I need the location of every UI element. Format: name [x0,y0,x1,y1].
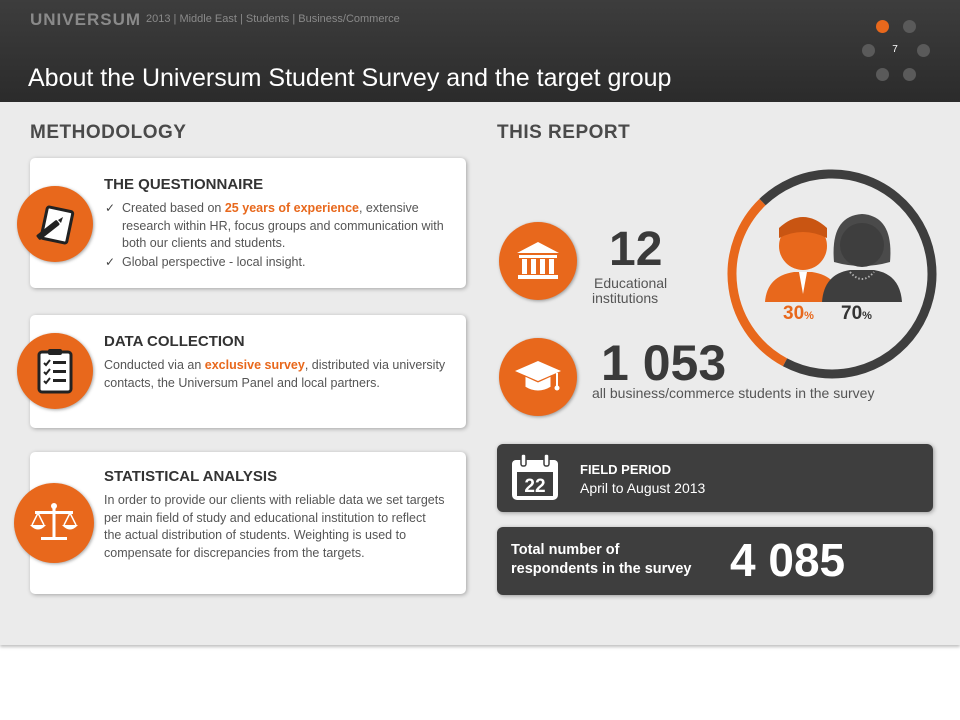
checklist-icon [17,333,93,409]
calendar-icon [509,452,561,504]
methodology-heading: METHODOLOGY [30,122,187,143]
scales-icon [14,483,94,563]
data-collection-title: DATA COLLECTION [104,333,245,350]
header-bar [0,0,960,102]
male-percentage: 30% [783,303,814,324]
total-respondents-card [497,527,933,595]
field-period-title: FIELD PERIOD [580,462,672,477]
field-period-card [497,444,933,512]
page-number: 7 [892,44,898,55]
statistical-analysis-title: STATISTICAL ANALYSIS [104,468,278,485]
questionnaire-bullet: ✓ Global perspective - local insight. [104,254,446,272]
total-respondents-value: 4 085 [730,534,846,586]
institutions-label: Educational institutions [592,275,668,306]
data-collection-card [30,315,466,428]
questionnaire-text [104,200,446,272]
page-indicator-dot [903,68,916,81]
students-count: 1 053 [601,335,727,391]
page-title: About the Universum Student Survey and the target group [28,64,672,92]
questionnaire-card [30,158,466,288]
statistical-analysis-card [30,452,466,594]
universum-logo: UNIVERSUM [30,10,142,29]
page-indicator-dot [876,68,889,81]
questionnaire-title: THE QUESTIONNAIRE [104,176,264,193]
field-period-value: April to August 2013 [580,480,706,496]
gender-donut-chart [724,166,940,382]
header-subtitle: 2013 | Middle East | Students | Business/Commerce [146,13,400,25]
students-label: all business/commerce students in the survey [592,385,875,401]
statistical-analysis-text: In order to provide our clients with reliable data we set targets per main field of study and educational institution to reflect the actual distribution of students. Weighting is used to compensate for discrepancies from the targets. [104,493,445,560]
page-indicator-dot [917,44,930,57]
institutions-count: 12 [609,223,663,276]
data-collection-text: Conducted via an exclusive survey, distributed via university contacts, the Universum Panel and local partners. [104,358,446,390]
svg-text:22: 22 [524,476,546,497]
female-silhouette-icon [822,214,902,302]
page-indicator-dot [903,20,916,33]
check-icon: ✓ [105,254,116,269]
pen-paper-icon [17,186,93,262]
institution-building-icon [499,222,577,300]
check-icon: ✓ [105,201,116,215]
page-indicator-dot [862,44,875,57]
graduation-cap-icon [499,338,577,416]
this-report-heading: THIS REPORT [497,122,631,143]
questionnaire-bullet: ✓ Created based on 25 years of experience, extensive research within HR, focus groups and communication with both our clients and students. [105,201,444,251]
female-percentage: 70% [841,303,872,324]
page-indicator-dot-active [876,20,889,33]
total-respondents-label: Total number of respondents in the survey [511,542,692,577]
